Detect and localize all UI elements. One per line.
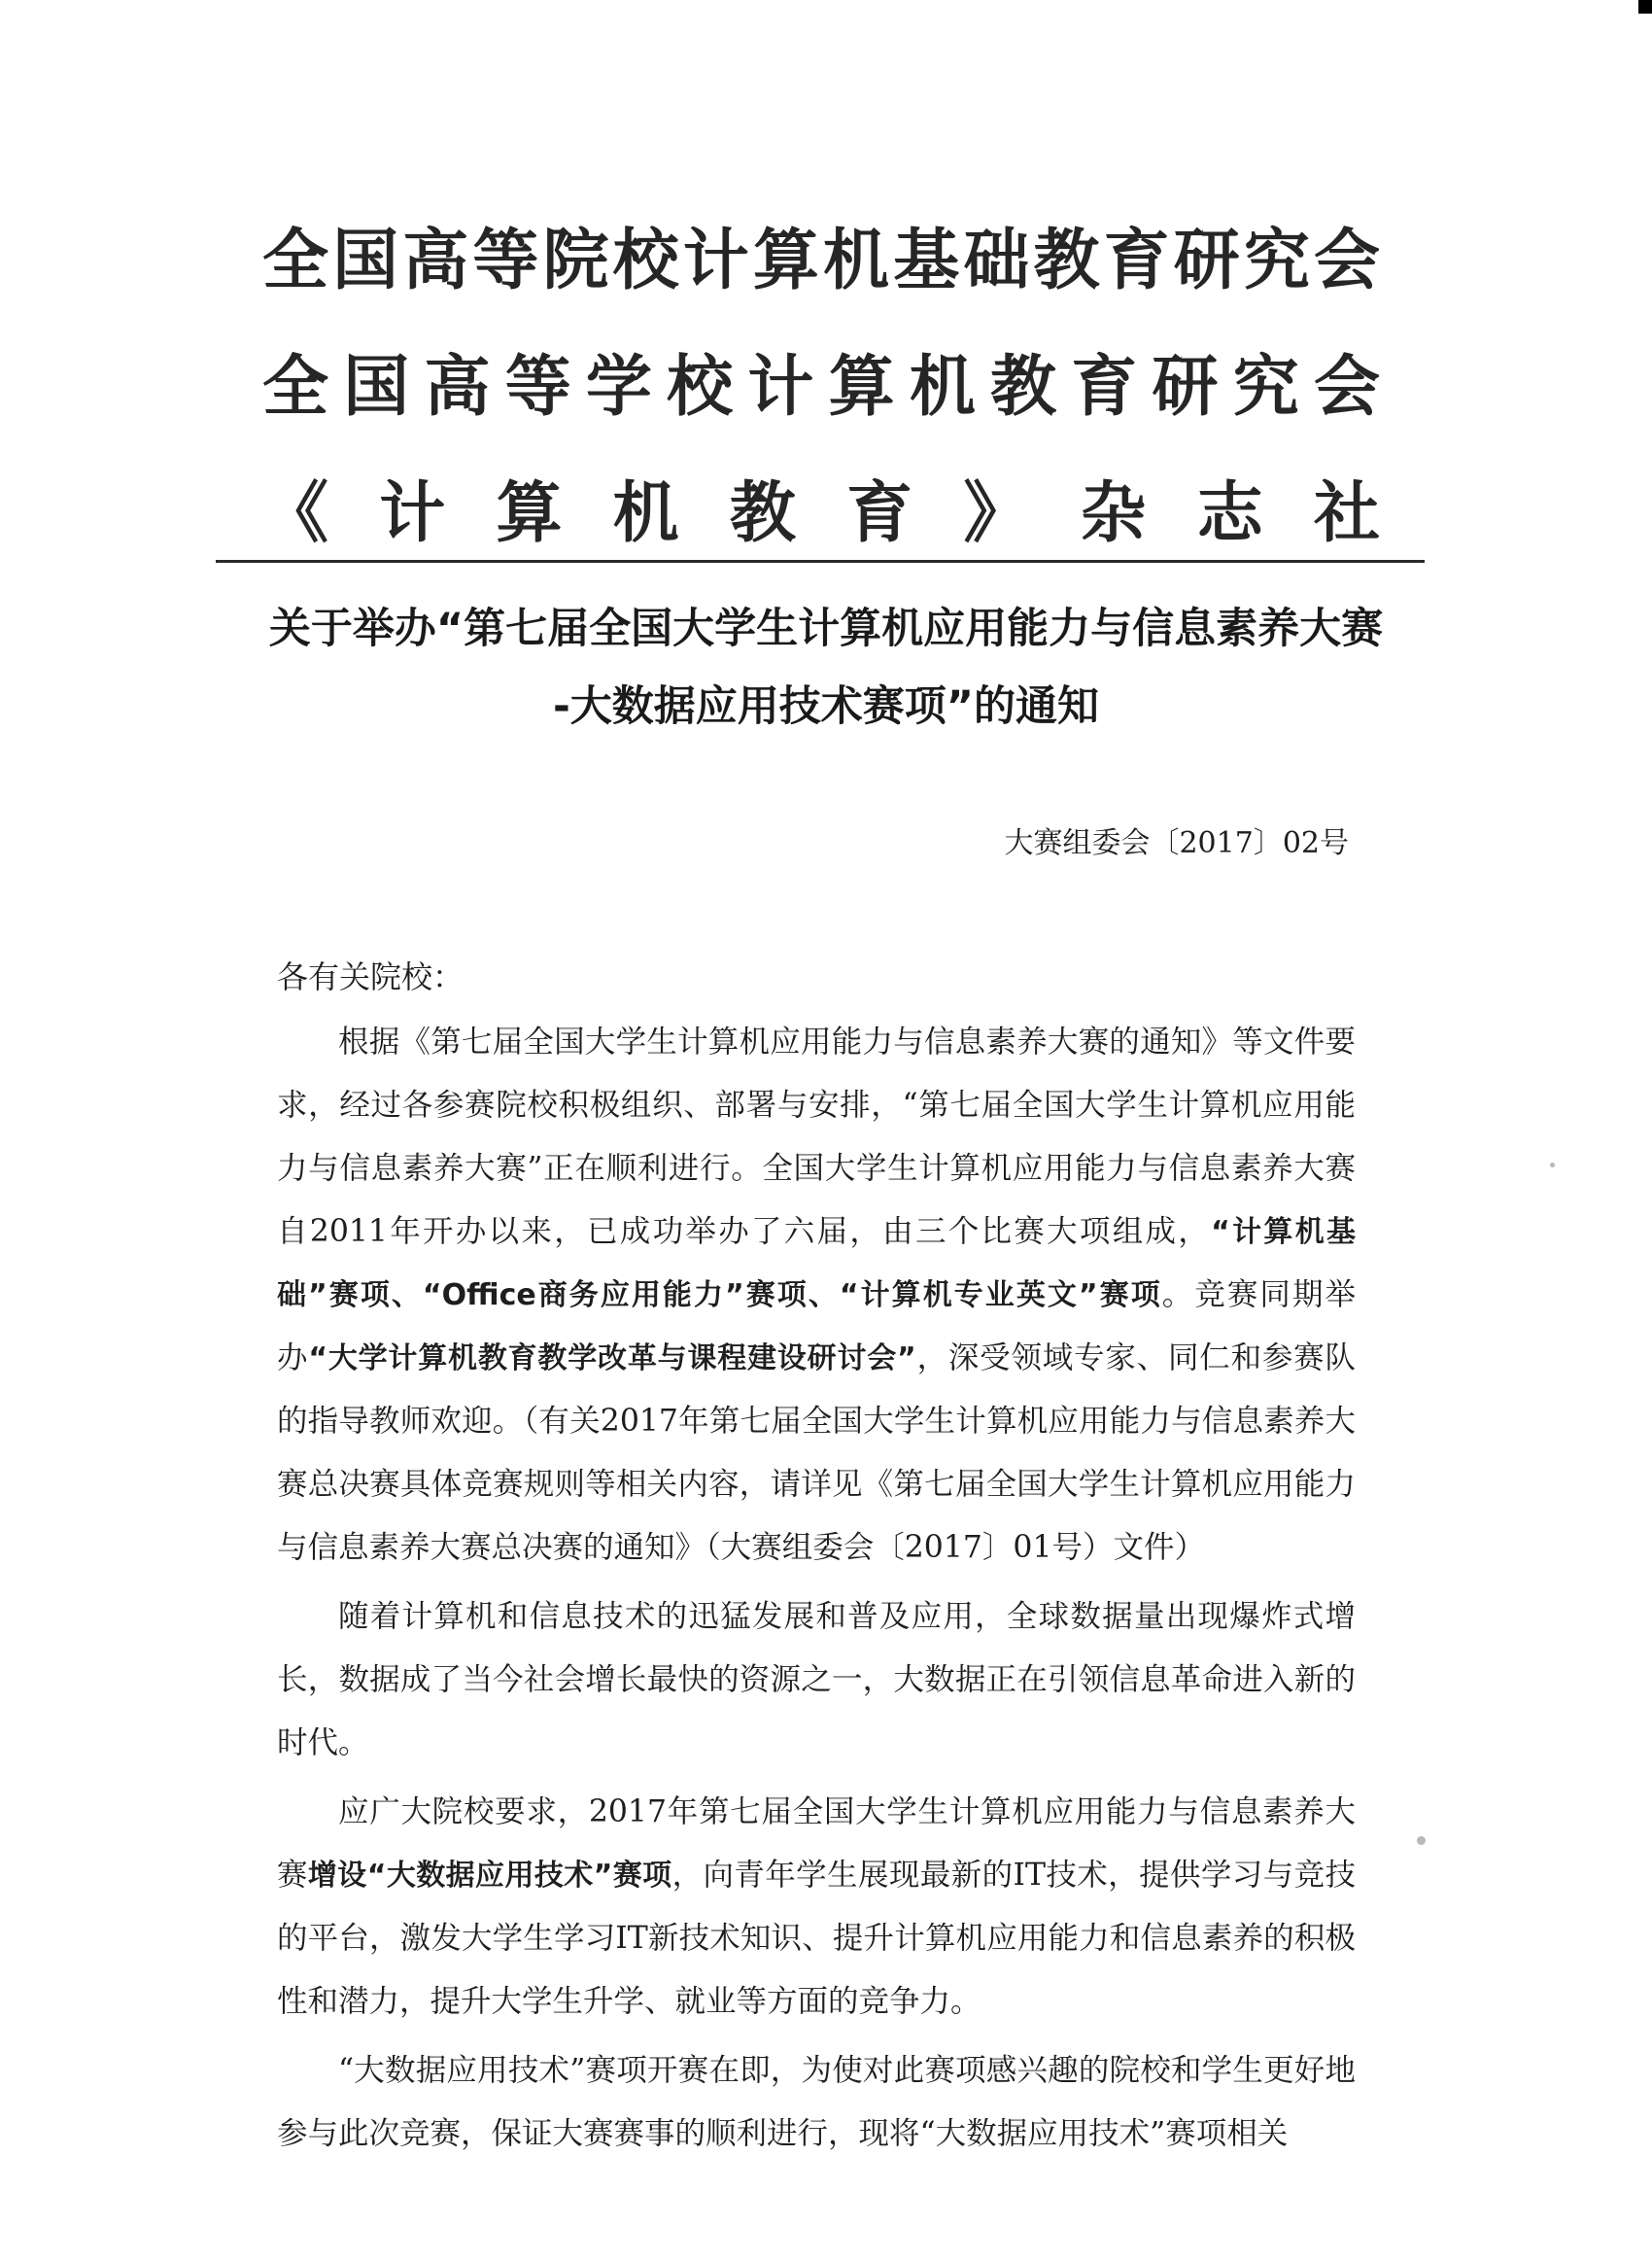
scan-speck: [1417, 1836, 1426, 1845]
scan-corner-mark: [1638, 0, 1652, 14]
scan-speck: [1550, 1163, 1555, 1167]
paragraph-text: “大数据应用技术”赛项开赛在即，为使对此赛项感兴趣的院校和学生更好地参与此次竞赛，保证大赛赛事的顺利进行，现将“大数据应用技术”赛项相关: [277, 2053, 1356, 2151]
paragraph-text: 应广大院校要求，2017年第七届全国大学生计算机应用能力与信息素养大赛: [277, 1794, 1356, 1893]
body-paragraph: [277, 1585, 1356, 1775]
notice-body: [277, 1011, 1356, 2172]
emphasis-text: “大学计算机教育教学改革与课程建设研讨会”: [308, 1341, 916, 1375]
paragraph-text: ，深受领域专家、同仁和参赛队的指导教师欢迎。（有关2017年第七届全国大学生计算机应用能力与信息素养大赛总决赛具体竞赛规则等相关内容，请详见《第七届全国大学生计算机应用能力与信息素养大赛总决赛的通知》（大赛组委会〔2017〕01号）文件）: [277, 1340, 1356, 1565]
org-name-line-2: 全国高等学校计算机教育研究会: [262, 348, 1380, 426]
salutation: 各有关院校：: [277, 958, 465, 995]
org-name-line-1: 全国高等院校计算机基础教育研究会: [262, 222, 1380, 299]
document-number: 大赛组委会〔2017〕02号: [1004, 826, 1349, 860]
paragraph-text: ，向青年学生展现最新的IT技术，提供学习与竞技的平台，激发大学生学习IT新技术知识、提升计算机应用能力和信息素养的积极性和潜力，提升大学生升学、就业等方面的竞争力。: [277, 1858, 1356, 2019]
paragraph-text: 根据《第七届全国大学生计算机应用能力与信息素养大赛的通知》等文件要求，经过各参赛院校积极组织、部署与安排，“第七届全国大学生计算机应用能力与信息素养大赛”正在顺利进行。全国大学生计算机应用能力与信息素养大赛自2011年开办以来，已成功举办了六届，由三个比赛大项组成，: [277, 1025, 1356, 1249]
header-divider: [216, 560, 1425, 563]
org-name-line-3: 《计算机教育》杂志社: [262, 474, 1380, 552]
body-paragraph: [277, 1011, 1356, 1580]
notice-title-line-1: 关于举办“第七届全国大学生计算机应用能力与信息素养大赛: [268, 605, 1384, 653]
paragraph-text: 随着计算机和信息技术的迅猛发展和普及应用，全球数据量出现爆炸式增长，数据成了当今社会增长最快的资源之一，大数据正在引领信息革命进入新的时代。: [277, 1599, 1356, 1760]
body-paragraph: [277, 2039, 1356, 2166]
notice-title-line-2: -大数据应用技术赛项”的通知: [552, 682, 1100, 731]
emphasis-text: “计算机基础”赛项、“Office商务应用能力”赛项、“计算机专业英文”赛项: [277, 1215, 1357, 1312]
body-paragraph: [277, 1781, 1356, 2034]
emphasis-text: 增设“大数据应用技术”赛项: [307, 1859, 672, 1893]
paragraph-text: 。竞赛同期举办: [277, 1277, 1356, 1375]
